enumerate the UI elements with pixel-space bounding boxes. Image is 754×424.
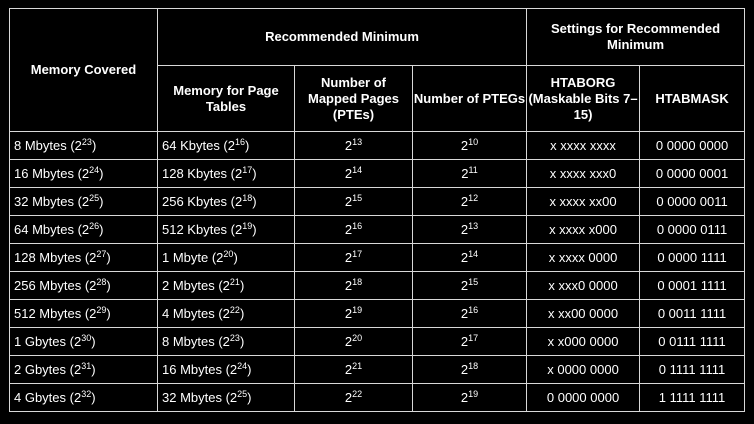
cell-htaborg: x xxxx xx00 — [527, 188, 640, 216]
cell-mapped-pages: $2^{20}$ — [295, 328, 413, 356]
cell-mapped-pages: $2^{22}$ — [295, 384, 413, 412]
cell-htaborg: x xxxx xxx0 — [527, 160, 640, 188]
cell-htaborg: x xxxx 0000 — [527, 244, 640, 272]
table-row — [10, 188, 745, 216]
cell-htabmask: 0 1111 1111 — [640, 356, 745, 384]
cell-htabmask: 0 0001 1111 — [640, 272, 745, 300]
cell-ptegs: $2^{12}$ — [413, 188, 527, 216]
cell-htabmask: 0 0000 0011 — [640, 188, 745, 216]
cell-mapped-pages: $2^{16}$ — [295, 216, 413, 244]
cell-page-table-memory: 128 Kbytes $(2^{17})$ — [158, 160, 295, 188]
cell-htaborg: x x000 0000 — [527, 328, 640, 356]
header-row-top — [10, 9, 745, 66]
cell-page-table-memory: 2 Mbytes $(2^{21})$ — [158, 272, 295, 300]
cell-htaborg: x xxxx x000 — [527, 216, 640, 244]
cell-mapped-pages: $2^{21}$ — [295, 356, 413, 384]
htab-settings-table — [9, 8, 745, 412]
cell-ptegs: $2^{16}$ — [413, 300, 527, 328]
cell-page-table-memory: 512 Kbytes $(2^{19})$ — [158, 216, 295, 244]
cell-ptegs: $2^{15}$ — [413, 272, 527, 300]
cell-ptegs: $2^{11}$ — [413, 160, 527, 188]
cell-memory-covered: 256 Mbytes $(2^{28})$ — [10, 272, 158, 300]
cell-mapped-pages: $2^{14}$ — [295, 160, 413, 188]
cell-page-table-memory: 8 Mbytes $(2^{23})$ — [158, 328, 295, 356]
table-body — [10, 132, 745, 412]
cell-ptegs: $2^{13}$ — [413, 216, 527, 244]
cell-memory-covered: 16 Mbytes $(2^{24})$ — [10, 160, 158, 188]
cell-htaborg: 0 0000 0000 — [527, 384, 640, 412]
header-memory-page-tables: Memory for Page Tables — [158, 66, 295, 132]
page-table-sizes — [9, 8, 745, 412]
cell-htaborg: x xx00 0000 — [527, 300, 640, 328]
header-recommended-minimum: Recommended Minimum — [158, 9, 527, 66]
cell-htabmask: 0 0011 1111 — [640, 300, 745, 328]
table-row — [10, 216, 745, 244]
table-row — [10, 356, 745, 384]
cell-htabmask: 0 0000 0000 — [640, 132, 745, 160]
cell-ptegs: $2^{17}$ — [413, 328, 527, 356]
cell-memory-covered: 4 Gbytes $(2^{32})$ — [10, 384, 158, 412]
cell-mapped-pages: $2^{18}$ — [295, 272, 413, 300]
cell-htaborg: x xxxx xxxx — [527, 132, 640, 160]
cell-mapped-pages: $2^{13}$ — [295, 132, 413, 160]
table-row — [10, 272, 745, 300]
cell-memory-covered: 8 Mbytes $(2^{23})$ — [10, 132, 158, 160]
cell-page-table-memory: 64 Kbytes $(2^{16})$ — [158, 132, 295, 160]
cell-mapped-pages: $2^{17}$ — [295, 244, 413, 272]
cell-memory-covered: 32 Mbytes $(2^{25})$ — [10, 188, 158, 216]
cell-page-table-memory: 32 Mbytes $(2^{25})$ — [158, 384, 295, 412]
cell-htabmask: 0 0000 0001 — [640, 160, 745, 188]
header-mapped-pages: Number of Mapped Pages (PTEs) — [295, 66, 413, 132]
header-settings: Settings for Recommended Minimum — [527, 9, 745, 66]
cell-htaborg: x 0000 0000 — [527, 356, 640, 384]
cell-page-table-memory: 256 Kbytes $(2^{18})$ — [158, 188, 295, 216]
table-row — [10, 328, 745, 356]
cell-ptegs: $2^{18}$ — [413, 356, 527, 384]
cell-ptegs: $2^{10}$ — [413, 132, 527, 160]
cell-ptegs: $2^{19}$ — [413, 384, 527, 412]
cell-memory-covered: 2 Gbytes $(2^{31})$ — [10, 356, 158, 384]
cell-ptegs: $2^{14}$ — [413, 244, 527, 272]
table-row — [10, 300, 745, 328]
cell-memory-covered: 128 Mbytes $(2^{27})$ — [10, 244, 158, 272]
table-row — [10, 244, 745, 272]
table-row — [10, 132, 745, 160]
cell-memory-covered: 512 Mbytes $(2^{29})$ — [10, 300, 158, 328]
header-ptegs: Number of PTEGs — [413, 66, 527, 132]
cell-htabmask: 0 0000 0111 — [640, 216, 745, 244]
cell-htabmask: 0 0000 1111 — [640, 244, 745, 272]
cell-memory-covered: 1 Gbytes $(2^{30})$ — [10, 328, 158, 356]
table-row — [10, 160, 745, 188]
cell-page-table-memory: 16 Mbytes $(2^{24})$ — [158, 356, 295, 384]
cell-htaborg: x xxx0 0000 — [527, 272, 640, 300]
cell-mapped-pages: $2^{19}$ — [295, 300, 413, 328]
cell-htabmask: 1 1111 1111 — [640, 384, 745, 412]
header-memory-covered: Memory Covered — [10, 9, 158, 132]
cell-memory-covered: 64 Mbytes $(2^{26})$ — [10, 216, 158, 244]
cell-page-table-memory: 4 Mbytes $(2^{22})$ — [158, 300, 295, 328]
table-row — [10, 384, 745, 412]
header-htaborg: HTABORG (Maskable Bits 7–15) — [527, 66, 640, 132]
cell-htabmask: 0 0111 1111 — [640, 328, 745, 356]
cell-page-table-memory: 1 Mbyte $(2^{20})$ — [158, 244, 295, 272]
header-htabmask: HTABMASK — [640, 66, 745, 132]
cell-mapped-pages: $2^{15}$ — [295, 188, 413, 216]
